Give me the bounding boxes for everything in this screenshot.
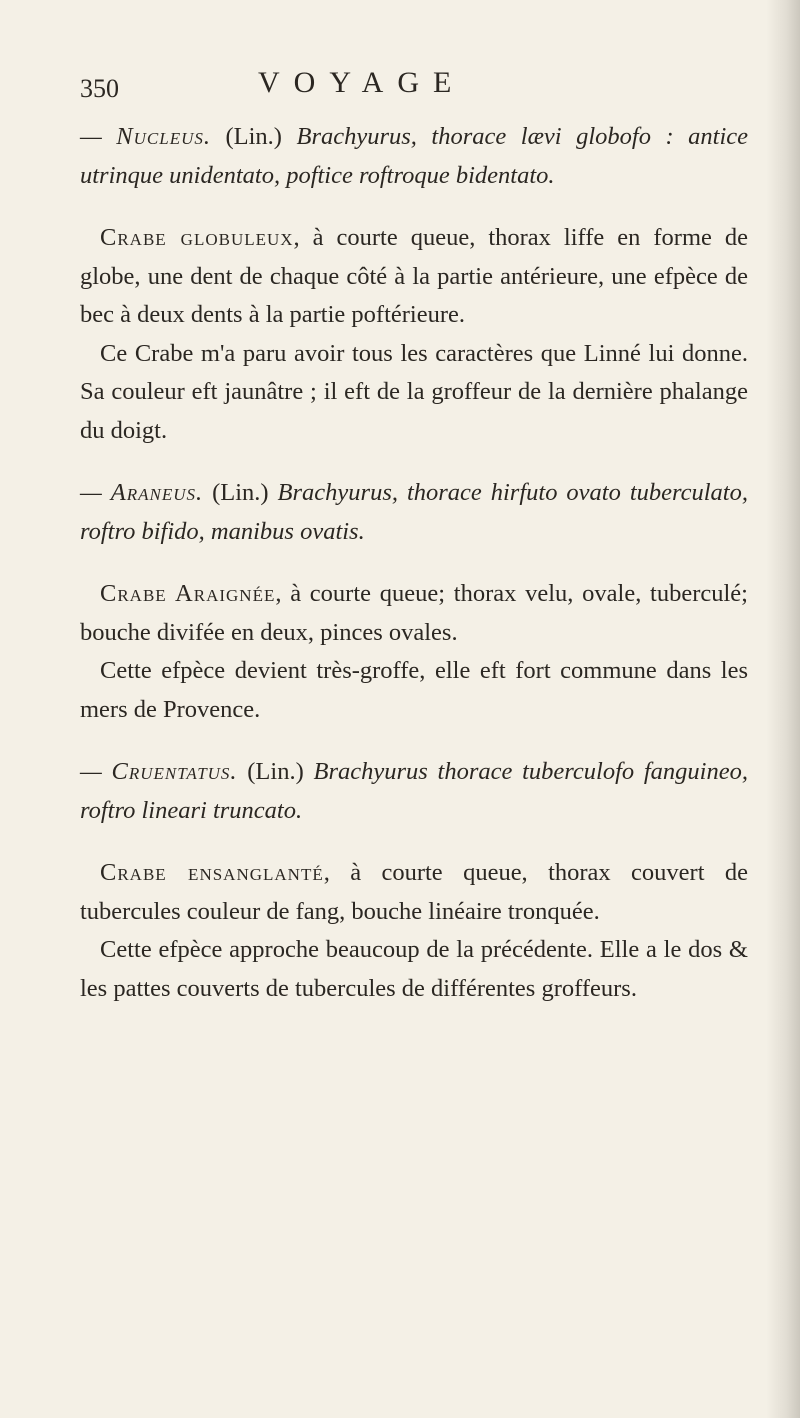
entry-dash: —	[80, 123, 117, 150]
species-heading-cruentatus	[80, 753, 748, 830]
description-text: , à courte queue, thorax couvert de tubercules couleur de fang, bouche linéaire tronquée.	[80, 859, 748, 925]
species-heading-nucleus	[80, 118, 748, 195]
common-name: Crabe globuleux	[100, 224, 294, 251]
species-description	[80, 575, 748, 652]
latin-diagnosis: Brachyurus, thorace hirfuto ovato tuberculato, roftro bifido, manibus ovatis.	[80, 479, 748, 545]
latin-name: Nucleus.	[116, 123, 211, 150]
latin-diagnosis: Brachyurus thorace tuberculofo fanguineo, roftro lineari truncato.	[80, 758, 748, 824]
common-name: Crabe Araignée	[100, 580, 276, 607]
species-description	[80, 854, 748, 931]
page-header	[80, 66, 720, 106]
paragraph: Cette efpèce approche beaucoup de la précédente. Elle a le dos & les pattes couverts de tubercules de différentes groffeurs.	[80, 936, 748, 1002]
running-title: VOYAGE	[258, 66, 466, 99]
latin-diagnosis: Brachyurus, thorace lævi globofo : antice utrinque unidentato, poftice roftroque bidentato.	[80, 123, 749, 189]
paragraph: Ce Crabe m'a paru avoir tous les caractères que Linné lui donne. Sa couleur eft jaunâtre ; il eft de la groffeur de la dernière phalange du doigt.	[80, 339, 748, 444]
paragraph: Cette efpèce devient très-groffe, elle eft fort commune dans les mers de Provence.	[80, 657, 748, 723]
common-name: Crabe ensanglanté	[100, 859, 324, 886]
page-body	[80, 118, 748, 1008]
authority: (Lin.)	[211, 123, 297, 150]
description-text: , à courte queue, thorax liffe en forme de globe, une dent de chaque côté à la partie antérieure, une efpèce de bec à deux dents à la partie poftérieure.	[80, 224, 748, 328]
species-description	[80, 219, 748, 335]
latin-name: Araneus.	[110, 479, 204, 506]
page-number: 350	[80, 74, 119, 103]
entry-dash: —	[80, 479, 111, 506]
description-text: , à courte queue; thorax velu, ovale, tuberculé; bouche divifée en deux, pinces ovales.	[80, 580, 748, 646]
authority: (Lin.)	[203, 479, 278, 506]
page-edge-shadow	[766, 0, 800, 1418]
latin-name: Cruentatus.	[111, 758, 238, 785]
authority: (Lin.)	[237, 758, 314, 785]
entry-dash: —	[80, 758, 112, 785]
species-heading-araneus	[80, 474, 748, 551]
